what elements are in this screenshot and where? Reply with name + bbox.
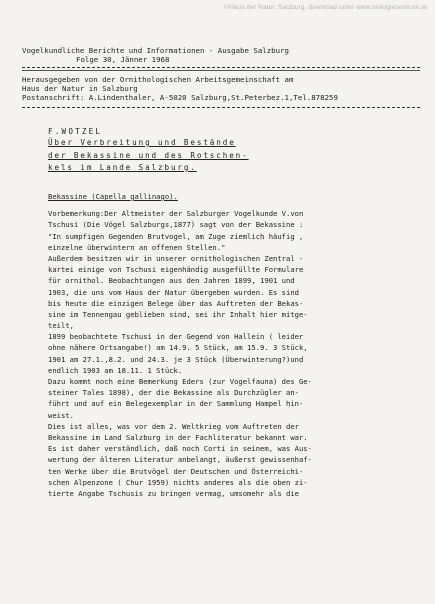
body-line: einzelne überwintern an offenen Stellen." xyxy=(48,242,226,252)
body-line: 1903, die uns vom Haus der Natur übergeben wurden. Es sind xyxy=(48,287,299,297)
body-line: Tschusi (Die Vögel Salzburgs,1877) sagt von der Bekassine : xyxy=(48,220,304,230)
body-line: schen Alpenzone ( Chur 1959) nichts anderes als die oben zi- xyxy=(48,477,308,487)
body-line: führt und auf ein Belegexemplar in der Sammlung Hampel hin- xyxy=(48,399,304,409)
publisher-line: Herausgegeben von der Ornithologischen Arbeitsgemeinschaft am xyxy=(22,75,294,84)
body-line: ohne nähere Ortsangabe!) am 14.9. 5 Stück, am 15.9. 3 Stück, xyxy=(48,343,308,353)
header-rule-bottom xyxy=(22,70,420,71)
postal-address: Postanschrift: A.Lindenthaler, A-5020 Salzburg,St.Peterbez.1,Tel.878259 xyxy=(22,93,338,103)
body-line: teilt, xyxy=(48,321,74,331)
publisher-place: Haus der Natur in Salzburg xyxy=(22,84,138,94)
body-line: 1901 am 27.1.,8.2. und 24.3. je 3 Stück (Überwinterung?)und xyxy=(48,354,304,364)
body-line: wertung der älteren Literatur anbelangt, äußerst gewissenhaf- xyxy=(48,455,312,465)
body-line: bis heute die einzigen Belege über das Auftreten der Bekas- xyxy=(48,298,304,308)
body-line: 1899 beobachtete Tschusi in der Gegend von Hallein ( leider xyxy=(48,332,304,342)
body-line: "In sumpfigen Gegenden Brutvogel, am Zuge ziemlich häufig , xyxy=(48,231,304,241)
body-line: kartei einige von Tschusi eigenhändig ausgefüllte Formulare xyxy=(48,265,304,275)
body-line: für ornithol. Beobachtungen aus den Jahren 1899, 1901 und xyxy=(48,276,295,286)
section-subheading: Bekassine (Capella gallinago). xyxy=(48,192,178,201)
header-rule-end xyxy=(22,107,420,108)
watermark-text: ©Haus der Natur, Salzburg, download unter www.biologiezentrum.at xyxy=(224,4,427,11)
body-line: Dazu kommt noch eine Bemerkung Eders (zur Vogelfauna) des Ge- xyxy=(48,377,312,386)
article-body xyxy=(48,191,423,499)
body-line: steiner Tales 1898), der die Bekassine als Durchzügler an- xyxy=(48,388,299,398)
article-title-line-3: kels im Lande Salzburg. xyxy=(48,163,197,172)
header-rule-top xyxy=(22,67,420,68)
article-author: F.WOTZEL xyxy=(48,127,103,136)
body-line: weist. xyxy=(48,410,74,420)
body-line: sine im Tennengau geblieben sind, sei ihr Inhalt hier mitge- xyxy=(48,309,308,319)
body-text xyxy=(48,208,423,499)
body-line: tierte Angabe Tschusis zu bringen vermag, umsomehr als die xyxy=(48,488,299,498)
issue-number: Folge 30, Jänner 1968 xyxy=(76,55,170,64)
body-line: ten Werke über die Brutvögel der Deutschen und Österreichi- xyxy=(48,466,304,476)
body-line: Dies ist alles, was vor dem 2. Weltkrieg vom Auftreten der xyxy=(48,421,299,431)
series-title: Vogelkundliche Berichte und Informationen - Ausgabe Salzburg xyxy=(22,46,289,55)
body-line: Vorbemerkung:Der Altmeister der Salzburger Vogelkunde V.von xyxy=(48,209,304,219)
body-line: Bekassine im Land Salzburg in der Fachliteratur bekannt war. xyxy=(48,432,308,442)
article-title-line-2: der Bekassine und des Rotschen- xyxy=(48,151,249,160)
article-title-line-1: Über Verbreitung und Bestände xyxy=(48,138,236,147)
body-line: Außerdem besitzen wir in unserer ornithologischen Zentral - xyxy=(48,253,304,263)
publisher-block xyxy=(22,75,422,103)
body-line: endlich 1903 am 18.11. 1 Stück. xyxy=(48,365,183,375)
body-line: Es ist daher verständlich, daß noch Corti in seinem, was Aus- xyxy=(48,444,312,454)
